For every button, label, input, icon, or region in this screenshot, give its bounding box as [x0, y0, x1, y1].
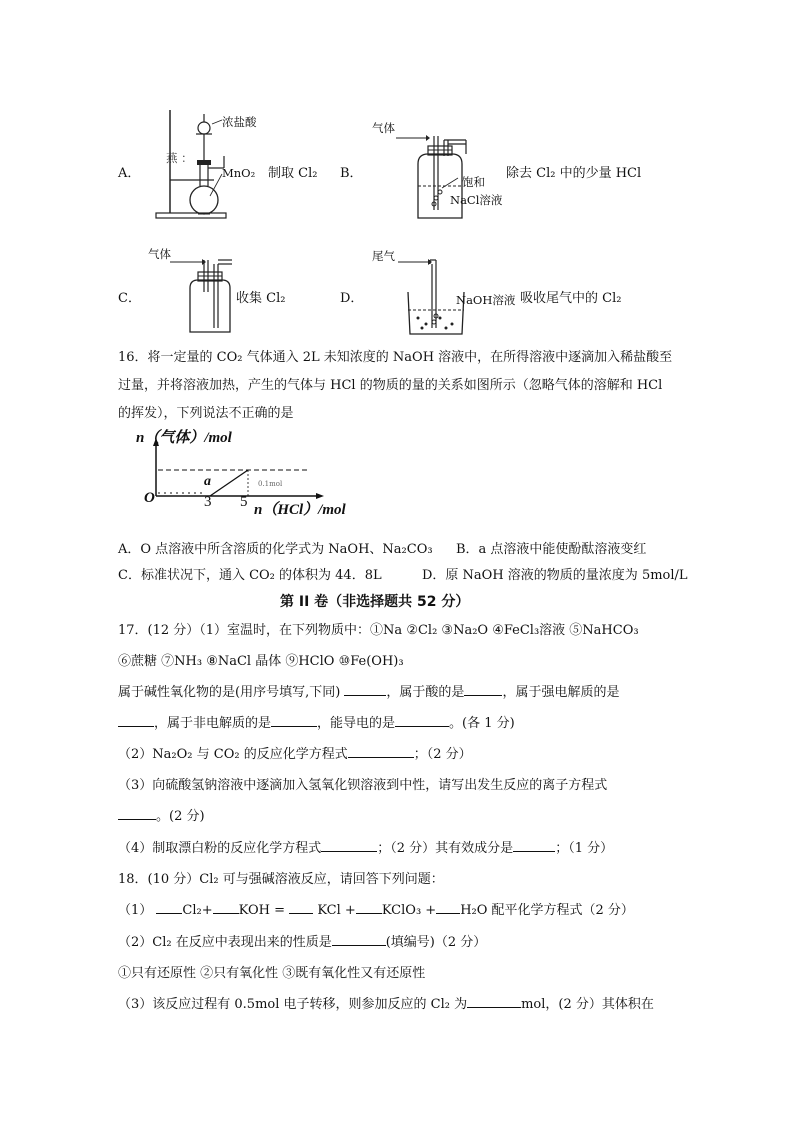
q16-option-a: A．O 点溶液中所含溶质的化学式为 NaOH、Na₂CO₃ [118, 542, 433, 557]
q17-line3a: 属于碱性氧化物的是(用序号填写,下同) [118, 685, 341, 700]
q17-line5 [118, 743, 472, 762]
q17-line3b: ，属于酸的是 [386, 685, 465, 700]
q16-option-c: C．标准状况下，通入 CO₂ 的体积为 44．8L [118, 568, 382, 583]
label-gas-c: 气体 [148, 247, 171, 261]
graph-smudge: 0.1mol [258, 480, 283, 488]
label-smudge-a: 燕 ： [166, 151, 193, 165]
q16-stem-line2: 过量，并将溶液加热，产生的气体与 HCl 的物质的量的关系如图所示（忽略气体的溶解和 HCl [118, 378, 663, 393]
blank-coef-kclo3[interactable] [356, 901, 382, 914]
q17-line7-text: 。(2 分) [156, 809, 205, 824]
q18-line5 [118, 993, 654, 1012]
q18-line2f: H₂O 配平化学方程式（2 分） [460, 903, 634, 918]
q18-line3 [118, 931, 486, 950]
q17-line6: （3）向硫酸氢钠溶液中逐滴加入氢氧化钡溶液到中性，请写出发生反应的离子方程式 [118, 778, 608, 793]
q18-line2d: KCl + [317, 903, 356, 918]
q18-line2c: KOH = [238, 903, 286, 918]
graph-y-label: n（气体）/mol [136, 430, 232, 446]
q15-option-a-caption: 制取 Cl₂ [268, 166, 318, 181]
blank-coef-cl2[interactable] [156, 901, 182, 914]
q16-option-b: B．a 点溶液中能使酚酞溶液变红 [456, 542, 647, 557]
q17-line5b: ；（2 分） [413, 747, 472, 762]
blank-na2o2-equation[interactable] [348, 745, 414, 758]
q17-line8 [118, 837, 613, 856]
q17-line4b: ，能导电的是 [317, 716, 396, 731]
graph-origin: O [144, 490, 155, 506]
q16-stem-line3: 的挥发），下列说法不正确的是 [118, 406, 294, 421]
q17-line4 [118, 712, 515, 731]
blank-coef-kcl[interactable] [289, 901, 313, 914]
q15-option-c-letter: C． [118, 291, 141, 306]
q16-option-d: D．原 NaOH 溶液的物质的量浓度为 5mol/L [422, 568, 688, 583]
arrow-b [396, 133, 430, 143]
q18-line2b: Cl₂+ [182, 903, 213, 918]
q18-line5a: （3）该反应过程有 0.5mol 电子转移，则参加反应的 Cl₂ 为 [118, 997, 468, 1012]
q18-line3a: （2）Cl₂ 在反应中表现出来的性质是 [118, 935, 332, 950]
graph-tick-3: 3 [204, 494, 212, 510]
label-mno2: MnO₂ [222, 166, 256, 180]
q17-line3c: ，属于强电解质的是 [502, 685, 620, 700]
q15-option-b-letter: B． [340, 166, 363, 181]
q18-line1: 18．(10 分）Cl₂ 可与强碱溶液反应，请回答下列问题： [118, 872, 444, 887]
q15-option-d-caption: 吸收尾气中的 Cl₂ [520, 291, 622, 306]
blank-coef-koh[interactable] [213, 901, 239, 914]
q17-line7 [118, 805, 205, 824]
graph-x-label: n（HCl）/mol [254, 502, 346, 518]
arrow-d [398, 257, 432, 267]
q15-option-d-letter: D． [340, 291, 364, 306]
blank-coef-h2o[interactable] [436, 901, 460, 914]
blank-cl2-mol[interactable] [467, 995, 521, 1008]
q17-line2: ⑥蔗糖 ⑦NH₃ ⑧NaCl 晶体 ⑨HClO ⑩Fe(OH)₃ [118, 654, 404, 669]
q16-stem-line1: 16．将一定量的 CO₂ 气体通入 2L 未知浓度的 NaOH 溶液中，在所得溶液中逐滴加入稀盐酸至 [118, 350, 673, 365]
q17-line4a: ，属于非电解质的是 [154, 716, 272, 731]
q15-option-c-caption: 收集 Cl₂ [236, 291, 286, 306]
label-naoh-solution: NaOH溶液 [456, 293, 516, 307]
graph-point-a: a [204, 474, 211, 489]
label-tail-gas: 尾气 [372, 249, 395, 263]
q17-line8a: （4）制取漂白粉的反应化学方程式 [118, 841, 322, 856]
q18-line3b: (填编号)（2 分） [385, 935, 487, 950]
q17-line5a: （2）Na₂O₂ 与 CO₂ 的反应化学方程式 [118, 747, 348, 762]
q18-line2e: KClO₃ + [381, 903, 437, 918]
q17-line8c: ；（1 分） [555, 841, 614, 856]
q18-line5b: mol，(2 分）其体积在 [521, 997, 654, 1012]
blank-basic-oxide[interactable] [344, 683, 386, 696]
blank-ionic-equation[interactable] [118, 807, 156, 820]
q18-line2a: （1） [118, 903, 153, 918]
label-conc-hcl: 浓盐酸 [222, 115, 257, 129]
q15-option-a-letter: A． [118, 166, 141, 181]
blank-bleach-equation[interactable] [321, 839, 377, 852]
q17-line8b: ；（2 分）其有效成分是 [377, 841, 514, 856]
q17-line4c: 。(各 1 分) [449, 716, 515, 731]
label-gas-b: 气体 [372, 121, 395, 135]
graph-tick-5: 5 [240, 494, 248, 510]
q17-line1: 17．(12 分）（1）室温时，在下列物质中：①Na ②Cl₂ ③Na₂O ④FeCl₃溶液 ⑤NaHCO₃ [118, 623, 639, 638]
q15-option-b-caption: 除去 Cl₂ 中的少量 HCl [506, 166, 642, 181]
blank-acid[interactable] [464, 683, 502, 696]
q18-line4: ①只有还原性 ②只有氧化性 ③既有氧化性又有还原性 [118, 966, 426, 981]
blank-strong-electrolyte[interactable] [118, 714, 154, 727]
label-saturated: 饱和 [462, 175, 485, 189]
q18-line2 [118, 899, 634, 918]
arrow-c [170, 257, 206, 267]
label-nacl-solution: NaCl溶液 [450, 193, 503, 207]
blank-non-electrolyte[interactable] [271, 714, 317, 727]
blank-conductive[interactable] [395, 714, 449, 727]
q17-line3 [118, 681, 619, 700]
blank-effective-component[interactable] [513, 839, 555, 852]
section-2-title: 第 II 卷（非选择题共 52 分） [280, 594, 470, 610]
blank-property[interactable] [332, 933, 386, 946]
